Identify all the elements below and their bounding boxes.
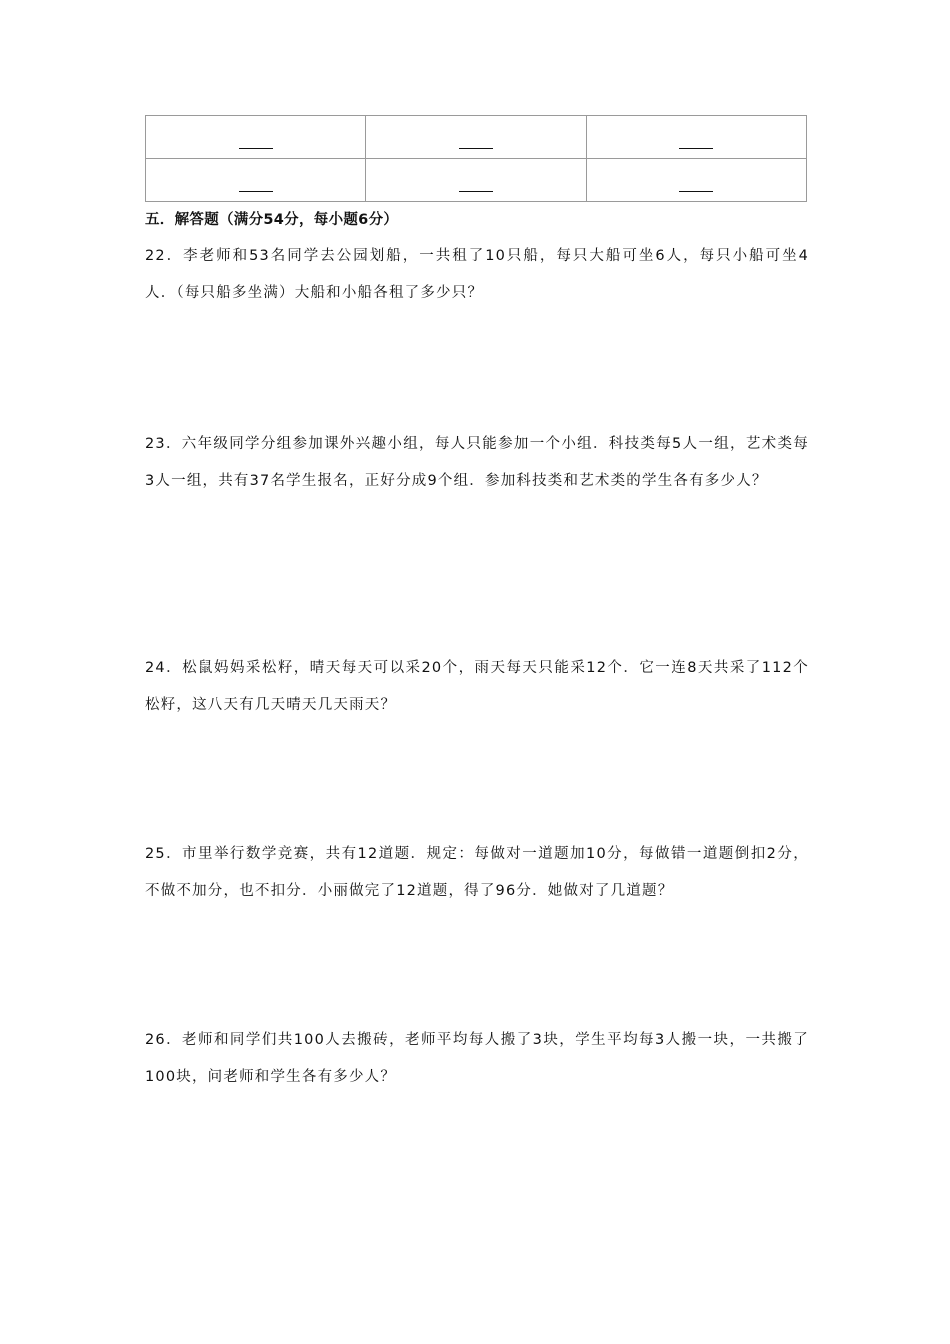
question-22: 22．李老师和53名同学去公园划船，一共租了10只船，每只大船可坐6人，每只小船可坐4人．（每只船多坐满）大船和小船各租了多少只？ [145, 248, 809, 301]
answer-cell [366, 116, 586, 159]
answer-cell [586, 159, 806, 202]
answer-table [145, 115, 807, 202]
table-row [146, 159, 807, 202]
answer-blank [459, 136, 493, 149]
answer-cell [586, 116, 806, 159]
question-24: 24．松鼠妈妈采松籽，晴天每天可以采20个，雨天每天只能采12个．它一连8天共采了112个松籽，这八天有几天晴天几天雨天？ [145, 660, 809, 713]
answer-cell [366, 159, 586, 202]
answer-blank [679, 179, 713, 192]
answer-blank [459, 179, 493, 192]
question-26: 26．老师和同学们共100人去搬砖，老师平均每人搬了3块，学生平均每3人搬一块，一共搬了100块，问老师和学生各有多少人？ [145, 1032, 809, 1085]
question-23: 23．六年级同学分组参加课外兴趣小组，每人只能参加一个小组．科技类每5人一组，艺术类每3人一组，共有37名学生报名，正好分成9个组．参加科技类和艺术类的学生各有多少人？ [145, 436, 809, 489]
answer-cell [146, 116, 366, 159]
question-25: 25．市里举行数学竞赛，共有12道题．规定：每做对一道题加10分，每做错一道题倒扣2分，不做不加分，也不扣分．小丽做完了12道题，得了96分．她做对了几道题？ [145, 846, 809, 899]
table-row [146, 116, 807, 159]
answer-cell [146, 159, 366, 202]
answer-blank [239, 136, 273, 149]
answer-blank [239, 179, 273, 192]
answer-blank [679, 136, 713, 149]
section-title: 五．解答题（满分54分，每小题6分） [145, 212, 399, 228]
